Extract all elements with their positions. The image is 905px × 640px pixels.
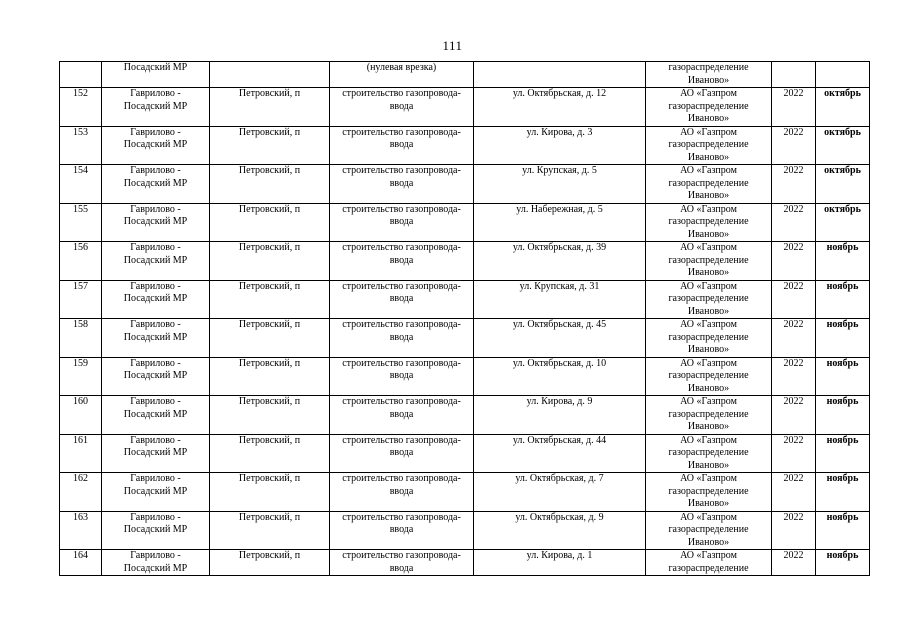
- cell-number: 164: [60, 550, 102, 576]
- cell-work-type: [330, 319, 474, 358]
- organization-line: Иваново»: [687, 459, 730, 471]
- cell-address: ул. Октябрьская, д. 10: [474, 357, 646, 396]
- cell-organization: [646, 165, 772, 204]
- work-type-line: ввода: [389, 408, 414, 420]
- cell-address: ул. Набережная, д. 5: [474, 203, 646, 242]
- cell-month: ноябрь: [816, 511, 870, 550]
- cell-organization: [646, 319, 772, 358]
- cell-month: ноябрь: [816, 319, 870, 358]
- work-type-line: ввода: [389, 177, 414, 189]
- work-type-line: ввода: [389, 562, 414, 574]
- cell-address: ул. Октябрьская, д. 44: [474, 434, 646, 473]
- cell-number: 163: [60, 511, 102, 550]
- cell-work-type: [330, 473, 474, 512]
- cell-district: [102, 319, 210, 358]
- cell-district: [102, 280, 210, 319]
- organization-line: Иваново»: [687, 267, 730, 278]
- work-type-line: ввода: [389, 485, 414, 497]
- organization-line: Иваново»: [687, 228, 730, 240]
- cell-month: ноябрь: [816, 434, 870, 473]
- work-type-line: строительство газопровода-: [342, 396, 461, 407]
- organization-line: газораспределение: [668, 447, 749, 458]
- work-type-line: ввода: [389, 100, 414, 112]
- cell-year: 2022: [772, 473, 816, 512]
- cell-locality: Петровский, п: [210, 280, 330, 319]
- district-line: Гаврилово -: [130, 203, 181, 215]
- cell-organization: [646, 242, 772, 281]
- organization-line: Иваново»: [687, 421, 730, 432]
- cell-district: [102, 511, 210, 550]
- cell-district: [102, 126, 210, 165]
- table-row: [60, 396, 870, 435]
- work-type-line: ввода: [389, 524, 414, 535]
- cell-number: 162: [60, 473, 102, 512]
- work-type-line: ввода: [389, 370, 414, 381]
- cell-number: 154: [60, 165, 102, 204]
- cell-address: ул. Кирова, д. 1: [474, 550, 646, 576]
- cell-work-type: [330, 511, 474, 550]
- cell-number: 160: [60, 396, 102, 435]
- work-type-line: ввода: [389, 139, 414, 150]
- table-row: [60, 511, 870, 550]
- cell-year: 2022: [772, 242, 816, 281]
- district-line: Гаврилово -: [130, 396, 181, 407]
- organization-line: АО «Газпром: [680, 88, 737, 99]
- district-line: Гаврилово -: [130, 126, 181, 138]
- cell-locality: Петровский, п: [210, 319, 330, 358]
- work-type-line: строительство газопровода-: [342, 357, 461, 369]
- page-number: 111: [442, 38, 463, 53]
- table-row: [60, 203, 870, 242]
- cell-address: ул. Октябрьская, д. 9: [474, 511, 646, 550]
- organization-line: газораспределение: [668, 408, 749, 420]
- cell-address: ул. Октябрьская, д. 45: [474, 319, 646, 358]
- work-type-line: строительство газопровода-: [342, 550, 461, 561]
- cell-locality: Петровский, п: [210, 550, 330, 576]
- work-type-line: строительство газопровода-: [342, 434, 461, 446]
- organization-line: АО «Газпром: [680, 165, 737, 176]
- organization-line: газораспределение: [668, 331, 749, 343]
- cell-month: ноябрь: [816, 396, 870, 435]
- cell-organization: [646, 280, 772, 319]
- table-row: [60, 550, 870, 576]
- cell-number: 156: [60, 242, 102, 281]
- district-line: Посадский МР: [123, 524, 188, 535]
- table-body: [60, 62, 870, 576]
- organization-line: Иваново»: [687, 190, 730, 201]
- organization-line: Иваново»: [687, 305, 730, 317]
- district-line: Гаврилово -: [130, 473, 181, 484]
- district-line: Гаврилово -: [130, 88, 181, 99]
- organization-line: АО «Газпром: [680, 203, 737, 215]
- district-line: Посадский МР: [123, 485, 188, 497]
- cell-organization: [646, 511, 772, 550]
- district-line: Гаврилово -: [130, 550, 181, 561]
- table-row: [60, 473, 870, 512]
- district-line: Посадский МР: [123, 254, 188, 266]
- organization-line: АО «Газпром: [680, 511, 737, 523]
- cell-address: ул. Крупская, д. 5: [474, 165, 646, 204]
- organization-line: Иваново»: [687, 498, 730, 509]
- cell-month: октябрь: [816, 165, 870, 204]
- cell-district: [102, 357, 210, 396]
- cell-number: 159: [60, 357, 102, 396]
- organization-line: Иваново»: [687, 113, 730, 124]
- cell-address: ул. Октябрьская, д. 7: [474, 473, 646, 512]
- work-type-line: ввода: [389, 293, 414, 304]
- district-line: Посадский МР: [123, 447, 188, 458]
- district-line: Посадский МР: [123, 216, 188, 227]
- organization-line: газораспределение: [668, 562, 749, 574]
- cell-month: ноябрь: [816, 280, 870, 319]
- cell-organization: [646, 550, 772, 576]
- district-line: Гаврилово -: [130, 434, 181, 446]
- cell-organization: [646, 396, 772, 435]
- cell-district: [102, 242, 210, 281]
- cell-month: октябрь: [816, 126, 870, 165]
- table-row: [60, 357, 870, 396]
- cell-work-type: [330, 396, 474, 435]
- cell-locality: Петровский, п: [210, 165, 330, 204]
- cell-locality: Петровский, п: [210, 473, 330, 512]
- work-type-line: ввода: [389, 447, 414, 458]
- cell-organization: [646, 203, 772, 242]
- work-type-line: строительство газопровода-: [342, 280, 461, 292]
- district-line: Гаврилово -: [130, 357, 181, 369]
- cell-number: 155: [60, 203, 102, 242]
- cell-district: [102, 473, 210, 512]
- district-line: Гаврилово -: [130, 319, 181, 330]
- district-line: Посадский МР: [123, 139, 188, 150]
- cell-year: 2022: [772, 319, 816, 358]
- organization-line: АО «Газпром: [680, 280, 737, 292]
- organization-line: АО «Газпром: [680, 550, 737, 561]
- cell-locality: Петровский, п: [210, 511, 330, 550]
- organization-line: АО «Газпром: [680, 434, 737, 446]
- table-row: [60, 319, 870, 358]
- cell-work-type: [330, 550, 474, 576]
- table-row: [60, 242, 870, 281]
- organization-line: газораспределение: [668, 254, 749, 266]
- cell-year: 2022: [772, 434, 816, 473]
- cell-district: [102, 88, 210, 127]
- cell-month: октябрь: [816, 203, 870, 242]
- cell-locality: [210, 62, 330, 88]
- organization-line: АО «Газпром: [680, 242, 737, 253]
- cell-month: ноябрь: [816, 473, 870, 512]
- organization-line: АО «Газпром: [680, 126, 737, 138]
- gasification-table: [59, 61, 870, 576]
- cell-work-type: [330, 434, 474, 473]
- cell-work-type: [330, 165, 474, 204]
- cell-work-type: [330, 126, 474, 165]
- organization-line: газораспределение: [668, 524, 749, 535]
- cell-year: 2022: [772, 88, 816, 127]
- cell-number: 161: [60, 434, 102, 473]
- cell-address: ул. Крупская, д. 31: [474, 280, 646, 319]
- cell-locality: Петровский, п: [210, 88, 330, 127]
- organization-line: АО «Газпром: [680, 319, 737, 330]
- district-line: Посадский МР: [123, 331, 188, 343]
- cell-organization: [646, 434, 772, 473]
- cell-organization: [646, 473, 772, 512]
- district-line: Посадский МР: [123, 370, 188, 381]
- cell-month: ноябрь: [816, 357, 870, 396]
- org-line: Иваново»: [687, 74, 730, 86]
- organization-line: АО «Газпром: [680, 396, 737, 407]
- cell-district: Посадский МР: [102, 62, 210, 88]
- cell-address: ул. Кирова, д. 9: [474, 396, 646, 435]
- cell-year: 2022: [772, 550, 816, 576]
- cell-year: 2022: [772, 357, 816, 396]
- cell-month: [816, 62, 870, 88]
- work-type-line: ввода: [389, 254, 414, 266]
- organization-line: АО «Газпром: [680, 357, 737, 369]
- organization-line: Иваново»: [687, 536, 730, 548]
- cell-work-type: [330, 357, 474, 396]
- cell-address: ул. Октябрьская, д. 12: [474, 88, 646, 127]
- table-row: [60, 165, 870, 204]
- organization-line: газораспределение: [668, 370, 749, 381]
- organization-line: АО «Газпром: [680, 473, 737, 484]
- work-type-line: строительство газопровода-: [342, 473, 461, 484]
- district-line: Посадский МР: [123, 100, 188, 112]
- work-type-line: строительство газопровода-: [342, 511, 461, 523]
- cell-year: [772, 62, 816, 88]
- cell-number: [60, 62, 102, 88]
- cell-district: [102, 203, 210, 242]
- table-row: [60, 280, 870, 319]
- cell-work-type: [330, 242, 474, 281]
- cell-district: [102, 434, 210, 473]
- organization-line: газораспределение: [668, 139, 749, 150]
- cell-year: 2022: [772, 165, 816, 204]
- cell-work-type: (нулевая врезка): [330, 62, 474, 88]
- organization-line: газораспределение: [668, 293, 749, 304]
- work-type-line: строительство газопровода-: [342, 88, 461, 99]
- cell-locality: Петровский, п: [210, 434, 330, 473]
- cell-district: [102, 396, 210, 435]
- cell-organization: [646, 88, 772, 127]
- organization-line: газораспределение: [668, 100, 749, 112]
- cell-work-type: [330, 203, 474, 242]
- organization-line: Иваново»: [687, 382, 730, 394]
- district-line: Посадский МР: [123, 177, 188, 189]
- cell-address: ул. Кирова, д. 3: [474, 126, 646, 165]
- org-line: газораспределение: [668, 62, 749, 73]
- district-line: Гаврилово -: [130, 280, 181, 292]
- cell-organization: [646, 126, 772, 165]
- district-line: Посадский МР: [123, 293, 188, 304]
- district-line: Посадский МР: [123, 408, 188, 420]
- organization-line: газораспределение: [668, 485, 749, 497]
- cell-year: 2022: [772, 280, 816, 319]
- cell-locality: Петровский, п: [210, 396, 330, 435]
- cell-month: октябрь: [816, 88, 870, 127]
- work-type-line: ввода: [389, 331, 414, 343]
- cell-number: 152: [60, 88, 102, 127]
- cell-address: [474, 62, 646, 88]
- cell-month: ноябрь: [816, 242, 870, 281]
- cell-locality: Петровский, п: [210, 126, 330, 165]
- organization-line: газораспределение: [668, 177, 749, 189]
- cell-locality: Петровский, п: [210, 242, 330, 281]
- work-type-line: строительство газопровода-: [342, 242, 461, 253]
- district-line: Посадский МР: [123, 562, 188, 574]
- cell-district: [102, 165, 210, 204]
- cell-work-type: [330, 88, 474, 127]
- cell-month: ноябрь: [816, 550, 870, 576]
- cell-year: 2022: [772, 203, 816, 242]
- organization-line: Иваново»: [687, 151, 730, 163]
- organization-line: газораспределение: [668, 216, 749, 227]
- cell-address: ул. Октябрьская, д. 39: [474, 242, 646, 281]
- work-type-line: строительство газопровода-: [342, 319, 461, 330]
- cell-organization: [646, 357, 772, 396]
- cell-locality: Петровский, п: [210, 357, 330, 396]
- cell-work-type: [330, 280, 474, 319]
- table-row: [60, 434, 870, 473]
- cell-year: 2022: [772, 396, 816, 435]
- district-line: Гаврилово -: [130, 242, 181, 253]
- cell-number: 157: [60, 280, 102, 319]
- cell-number: 153: [60, 126, 102, 165]
- cell-number: 158: [60, 319, 102, 358]
- work-type-line: строительство газопровода-: [342, 165, 461, 176]
- table-row: [60, 88, 870, 127]
- table-row: [60, 126, 870, 165]
- cell-locality: Петровский, п: [210, 203, 330, 242]
- cell-organization: [646, 62, 772, 88]
- cell-year: 2022: [772, 511, 816, 550]
- work-type-line: строительство газопровода-: [342, 126, 461, 138]
- work-type-line: строительство газопровода-: [342, 203, 461, 215]
- work-type-line: ввода: [389, 216, 414, 227]
- district-line: Гаврилово -: [130, 165, 181, 176]
- table-row-continuation: [60, 62, 870, 88]
- cell-year: 2022: [772, 126, 816, 165]
- district-line: Гаврилово -: [130, 511, 181, 523]
- cell-district: [102, 550, 210, 576]
- organization-line: Иваново»: [687, 344, 730, 355]
